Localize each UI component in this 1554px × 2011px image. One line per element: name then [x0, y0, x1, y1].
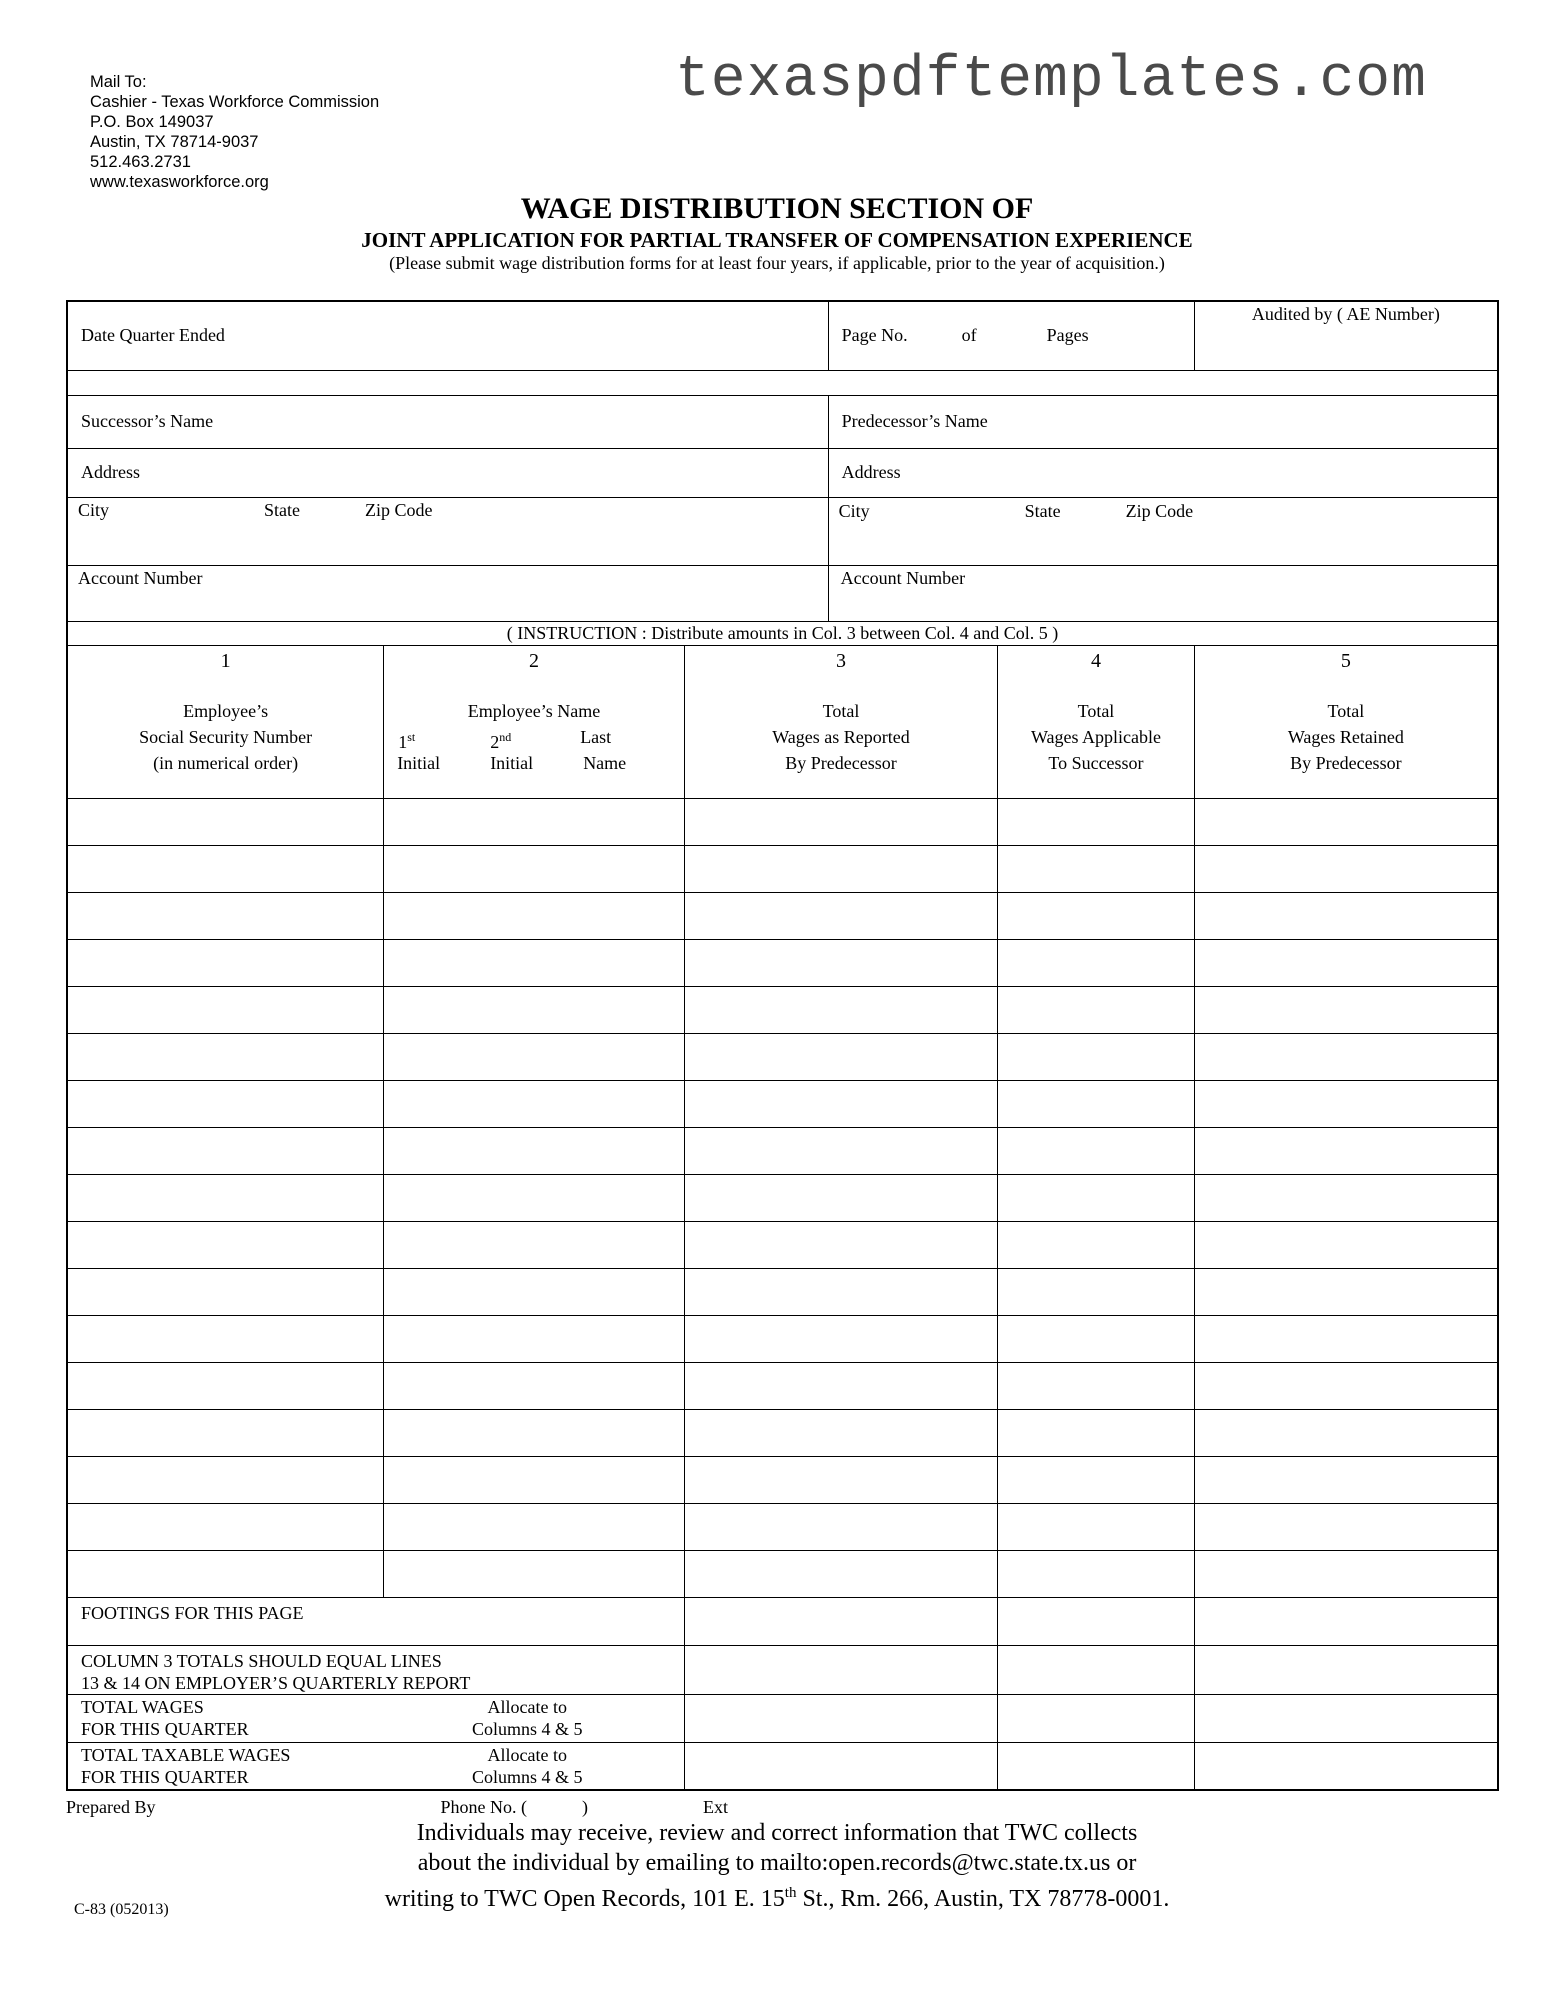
ssn-cell[interactable] — [67, 1456, 384, 1503]
col3-line1: Total — [822, 700, 860, 721]
col4-number: 4 — [1090, 649, 1101, 672]
table-row — [67, 892, 1498, 939]
wages-reported-cell[interactable] — [684, 1550, 997, 1597]
wages-retained-cell[interactable] — [1194, 1033, 1498, 1080]
date-quarter-ended-field[interactable] — [67, 301, 828, 370]
wages-reported-cell[interactable] — [684, 1080, 997, 1127]
employee-name-cell[interactable] — [384, 1127, 685, 1174]
wages-successor-cell[interactable] — [998, 1550, 1194, 1597]
total-wages-allocate-line1: Allocate to — [487, 1696, 567, 1717]
ssn-cell[interactable] — [67, 1221, 384, 1268]
total-taxable-wages-row — [67, 1742, 1498, 1790]
total-wages-col5[interactable] — [1194, 1694, 1498, 1742]
wages-retained-cell[interactable] — [1194, 1456, 1498, 1503]
employee-name-cell[interactable] — [384, 1550, 685, 1597]
wages-retained-cell[interactable] — [1194, 1174, 1498, 1221]
col4-line1: Total — [1077, 700, 1115, 721]
prepared-by-line — [66, 1797, 728, 1818]
successor-name-field[interactable] — [67, 395, 828, 448]
col2-last: Last — [580, 726, 612, 747]
successor-name-label: Successor’s Name — [81, 411, 214, 431]
wages-retained-cell[interactable] — [1194, 1127, 1498, 1174]
mail-to-phone: 512.463.2731 — [90, 153, 191, 171]
phone-close-paren: ) — [581, 1797, 588, 1817]
col2-initial2: Initial — [490, 752, 534, 773]
col1-line2: Social Security Number — [139, 726, 313, 747]
wages-successor-cell[interactable] — [998, 892, 1194, 939]
wages-reported-cell[interactable] — [684, 798, 997, 845]
notice-line3-a: writing to TWC Open Records, 101 E. 15 — [384, 1886, 785, 1912]
successor-state-label: State — [264, 499, 301, 520]
table-row — [67, 798, 1498, 845]
total-taxable-wages-label-cell — [67, 1742, 684, 1790]
predecessor-address-field[interactable] — [828, 448, 1498, 497]
wages-reported-cell[interactable] — [684, 1033, 997, 1080]
wages-retained-cell[interactable] — [1194, 845, 1498, 892]
ssn-cell[interactable] — [67, 1550, 384, 1597]
wages-successor-cell[interactable] — [998, 1315, 1194, 1362]
employee-entries — [67, 798, 1498, 1597]
col2-initial1: Initial — [397, 752, 441, 773]
col2-header — [384, 645, 685, 798]
header-row — [67, 301, 1498, 370]
mail-to-heading: Mail To: — [90, 73, 147, 91]
notice-line3-b: St., Rm. 266, Austin, TX 78778-0001. — [796, 1886, 1170, 1912]
total-taxable-line2: FOR THIS QUARTER — [81, 1766, 249, 1787]
total-taxable-line1: TOTAL TAXABLE WAGES — [81, 1744, 291, 1765]
table-row — [67, 1550, 1498, 1597]
wages-reported-cell[interactable] — [684, 892, 997, 939]
total-wages-row — [67, 1694, 1498, 1742]
wages-successor-cell[interactable] — [998, 1362, 1194, 1409]
employee-name-cell[interactable] — [384, 1221, 685, 1268]
ssn-cell[interactable] — [67, 845, 384, 892]
table-row — [67, 1080, 1498, 1127]
page-number-field[interactable] — [828, 301, 1194, 370]
spacer-row — [67, 370, 1498, 395]
ssn-cell[interactable] — [67, 986, 384, 1033]
total-taxable-col5[interactable] — [1194, 1742, 1498, 1790]
table-row — [67, 1127, 1498, 1174]
ssn-cell[interactable] — [67, 798, 384, 845]
ssn-cell[interactable] — [67, 1409, 384, 1456]
column3-totals-label-cell — [67, 1645, 684, 1694]
total-wages-allocate-line2: Columns 4 & 5 — [472, 1718, 583, 1739]
successor-address-label: Address — [81, 462, 140, 482]
prepared-by-label: Prepared By — [66, 1797, 156, 1817]
col5-header — [1194, 645, 1498, 798]
employee-name-cell[interactable] — [384, 1409, 685, 1456]
wages-retained-cell[interactable] — [1194, 1550, 1498, 1597]
table-row — [67, 1362, 1498, 1409]
successor-city-field[interactable] — [67, 497, 828, 565]
employee-name-cell[interactable] — [384, 1080, 685, 1127]
wages-retained-cell[interactable] — [1194, 939, 1498, 986]
table-row — [67, 1456, 1498, 1503]
wages-successor-cell[interactable] — [998, 845, 1194, 892]
table-row — [67, 845, 1498, 892]
wages-retained-cell[interactable] — [1194, 986, 1498, 1033]
employee-name-cell[interactable] — [384, 1315, 685, 1362]
wages-successor-cell[interactable] — [998, 1127, 1194, 1174]
mail-to-website: www.texasworkforce.org — [90, 173, 269, 191]
footings-col4[interactable] — [998, 1597, 1194, 1645]
col2-line1: Employee’s Name — [467, 700, 601, 721]
col2-second-sup: nd — [499, 729, 512, 744]
col1-number: 1 — [220, 649, 231, 672]
footings-row — [67, 1597, 1498, 1645]
audited-by-field[interactable] — [1194, 301, 1498, 370]
successor-address-field[interactable] — [67, 448, 828, 497]
wages-reported-cell[interactable] — [684, 1127, 997, 1174]
wages-reported-cell[interactable] — [684, 1268, 997, 1315]
column3-totals-row — [67, 1645, 1498, 1694]
footings-col5[interactable] — [1194, 1597, 1498, 1645]
successor-account-field[interactable] — [67, 565, 828, 621]
total-taxable-allocate-line1: Allocate to — [487, 1744, 567, 1765]
total-wages-col3[interactable] — [684, 1694, 997, 1742]
col4-line3: To Successor — [1048, 752, 1144, 773]
wages-reported-cell[interactable] — [684, 939, 997, 986]
employee-name-cell[interactable] — [384, 1268, 685, 1315]
notice-line2: about the individual by emailing to mailto:open.records@twc.state.tx.us or — [417, 1850, 1137, 1876]
employee-name-cell[interactable] — [384, 798, 685, 845]
col2-line2 — [384, 724, 684, 750]
col2-first-sup: st — [407, 729, 416, 744]
form-number: C-83 (052013) — [74, 1901, 169, 1918]
column3-totals-line1: COLUMN 3 TOTALS SHOULD EQUAL LINES — [81, 1650, 442, 1671]
wages-reported-cell[interactable] — [684, 1315, 997, 1362]
table-row — [67, 1174, 1498, 1221]
predecessor-zip-label: Zip Code — [1125, 500, 1194, 521]
wages-reported-cell[interactable] — [684, 1174, 997, 1221]
address-row — [67, 448, 1498, 497]
wages-reported-cell[interactable] — [684, 1409, 997, 1456]
col5-number: 5 — [1340, 649, 1351, 672]
predecessor-name-label: Predecessor’s Name — [841, 411, 988, 431]
total-taxable-col3[interactable] — [684, 1742, 997, 1790]
col3-line3: By Predecessor — [785, 752, 897, 773]
page-no-label: Page No. — [841, 325, 908, 346]
predecessor-city-label: City — [838, 500, 870, 521]
names-row — [67, 395, 1498, 448]
employee-name-cell[interactable] — [384, 1362, 685, 1409]
notice-line3 — [0, 1878, 1554, 1914]
wages-retained-cell[interactable] — [1194, 1080, 1498, 1127]
employee-name-cell[interactable] — [384, 939, 685, 986]
audited-by-label: Audited by ( AE Number) — [1251, 304, 1440, 324]
wages-retained-cell[interactable] — [1194, 1362, 1498, 1409]
employee-name-cell[interactable] — [384, 1503, 685, 1550]
mail-to-line1: Cashier - Texas Workforce Commission — [90, 93, 380, 111]
wages-successor-cell[interactable] — [998, 1456, 1194, 1503]
predecessor-state-label: State — [1024, 500, 1061, 521]
successor-city-label: City — [78, 499, 110, 520]
of-label: of — [961, 325, 977, 346]
wages-reported-cell[interactable] — [684, 1456, 997, 1503]
notice-line1: Individuals may receive, review and correct information that TWC collects — [416, 1820, 1138, 1846]
col5-line3: By Predecessor — [1290, 752, 1402, 773]
predecessor-city-field[interactable] — [828, 497, 1498, 565]
total-wages-line1: TOTAL WAGES — [81, 1696, 204, 1717]
col2-first-num: 1 — [398, 731, 408, 752]
col3-line2: Wages as Reported — [772, 726, 910, 747]
col3-header — [684, 645, 997, 798]
wages-successor-cell[interactable] — [998, 1174, 1194, 1221]
predecessor-name-field[interactable] — [828, 395, 1498, 448]
wages-successor-cell[interactable] — [998, 1033, 1194, 1080]
wages-successor-cell[interactable] — [998, 939, 1194, 986]
wages-successor-cell[interactable] — [998, 986, 1194, 1033]
table-row — [67, 1503, 1498, 1550]
wages-retained-cell[interactable] — [1194, 1221, 1498, 1268]
privacy-notice — [0, 1818, 1554, 1914]
predecessor-account-field[interactable] — [828, 565, 1498, 621]
ssn-cell[interactable] — [67, 1362, 384, 1409]
ext-label: Ext — [702, 1797, 728, 1817]
wages-retained-cell[interactable] — [1194, 1315, 1498, 1362]
account-row — [67, 565, 1498, 621]
column3-totals-col5[interactable] — [1194, 1645, 1498, 1694]
ssn-cell[interactable] — [67, 1315, 384, 1362]
pages-label: Pages — [1046, 325, 1089, 346]
wage-distribution-form — [66, 300, 1499, 1791]
total-taxable-allocate-line2: Columns 4 & 5 — [472, 1766, 583, 1787]
ssn-cell[interactable] — [67, 1503, 384, 1550]
form-note: (Please submit wage distribution forms for at least four years, if applicable, prior to the year of acquisition.) — [389, 253, 1165, 273]
total-taxable-col4[interactable] — [998, 1742, 1194, 1790]
column3-totals-line2: 13 & 14 ON EMPLOYER’S QUARTERLY REPORT — [81, 1672, 471, 1693]
wages-retained-cell[interactable] — [1194, 1409, 1498, 1456]
total-wages-line2: FOR THIS QUARTER — [81, 1718, 249, 1739]
date-quarter-ended-label: Date Quarter Ended — [81, 325, 225, 346]
col1-line1: Employee’s — [183, 700, 269, 721]
table-row — [67, 1221, 1498, 1268]
wages-reported-cell[interactable] — [684, 1503, 997, 1550]
successor-zip-label: Zip Code — [365, 499, 433, 520]
wages-reported-cell[interactable] — [684, 1221, 997, 1268]
footings-col3[interactable] — [684, 1597, 997, 1645]
col5-line2: Wages Retained — [1287, 726, 1404, 747]
mail-to-block — [90, 72, 379, 192]
successor-account-label: Account Number — [78, 567, 203, 588]
col4-header — [998, 645, 1194, 798]
col2-line3 — [384, 750, 684, 776]
wages-reported-cell[interactable] — [684, 1362, 997, 1409]
table-row — [67, 939, 1498, 986]
employee-name-cell[interactable] — [384, 1456, 685, 1503]
ssn-cell[interactable] — [67, 1080, 384, 1127]
table-row — [67, 1409, 1498, 1456]
wages-successor-cell[interactable] — [998, 1503, 1194, 1550]
footings-label-cell — [67, 1597, 684, 1645]
table-row — [67, 1268, 1498, 1315]
phone-no-label: Phone No. ( — [440, 1797, 527, 1817]
wages-retained-cell[interactable] — [1194, 1503, 1498, 1550]
ssn-cell[interactable] — [67, 1174, 384, 1221]
col4-line2: Wages Applicable — [1030, 726, 1161, 747]
employee-name-cell[interactable] — [384, 1033, 685, 1080]
ssn-cell[interactable] — [67, 939, 384, 986]
col1-line3: (in numerical order) — [153, 752, 299, 773]
form-subtitle: JOINT APPLICATION FOR PARTIAL TRANSFER OF COMPENSATION EXPERIENCE — [361, 228, 1193, 252]
total-wages-col4[interactable] — [998, 1694, 1194, 1742]
wages-successor-cell[interactable] — [998, 1080, 1194, 1127]
column3-totals-col3[interactable] — [684, 1645, 997, 1694]
watermark: texaspdftemplates.com — [675, 48, 1427, 113]
col2-number: 2 — [528, 649, 539, 672]
ssn-cell[interactable] — [67, 1127, 384, 1174]
spacer-cell — [67, 370, 1498, 395]
wages-retained-cell[interactable] — [1194, 1268, 1498, 1315]
wages-successor-cell[interactable] — [998, 1268, 1194, 1315]
employee-name-cell[interactable] — [384, 845, 685, 892]
col1-header — [67, 645, 384, 798]
employee-name-cell[interactable] — [384, 986, 685, 1033]
wages-retained-cell[interactable] — [1194, 892, 1498, 939]
column-header-row — [67, 645, 1498, 798]
wages-retained-cell[interactable] — [1194, 798, 1498, 845]
instruction-row — [67, 621, 1498, 645]
employee-name-cell[interactable] — [384, 892, 685, 939]
wages-successor-cell[interactable] — [998, 1221, 1194, 1268]
form-title: WAGE DISTRIBUTION SECTION OF — [520, 192, 1034, 225]
ssn-cell[interactable] — [67, 1268, 384, 1315]
employee-name-cell[interactable] — [384, 1174, 685, 1221]
col5-line1: Total — [1327, 700, 1365, 721]
wages-reported-cell[interactable] — [684, 845, 997, 892]
notice-line3-sup: th — [784, 1885, 797, 1901]
predecessor-address-label: Address — [841, 462, 901, 482]
total-wages-label-cell — [67, 1694, 684, 1742]
table-row — [67, 1315, 1498, 1362]
mail-to-line3: Austin, TX 78714-9037 — [90, 133, 259, 151]
column3-totals-col4[interactable] — [998, 1645, 1194, 1694]
predecessor-account-label: Account Number — [840, 567, 966, 588]
col2-second-num: 2 — [490, 731, 500, 752]
instruction-text: ( INSTRUCTION : Distribute amounts in Col. 3 between Col. 4 and Col. 5 ) — [67, 621, 1498, 645]
city-row — [67, 497, 1498, 565]
mail-to-line2: P.O. Box 149037 — [90, 113, 214, 131]
wages-reported-cell[interactable] — [684, 986, 997, 1033]
col3-number: 3 — [835, 649, 846, 672]
wages-successor-cell[interactable] — [998, 798, 1194, 845]
wages-successor-cell[interactable] — [998, 1409, 1194, 1456]
footings-label: FOOTINGS FOR THIS PAGE — [81, 1602, 304, 1623]
ssn-cell[interactable] — [67, 1033, 384, 1080]
table-row — [67, 986, 1498, 1033]
col2-name: Name — [583, 752, 627, 773]
table-row — [67, 1033, 1498, 1080]
ssn-cell[interactable] — [67, 892, 384, 939]
